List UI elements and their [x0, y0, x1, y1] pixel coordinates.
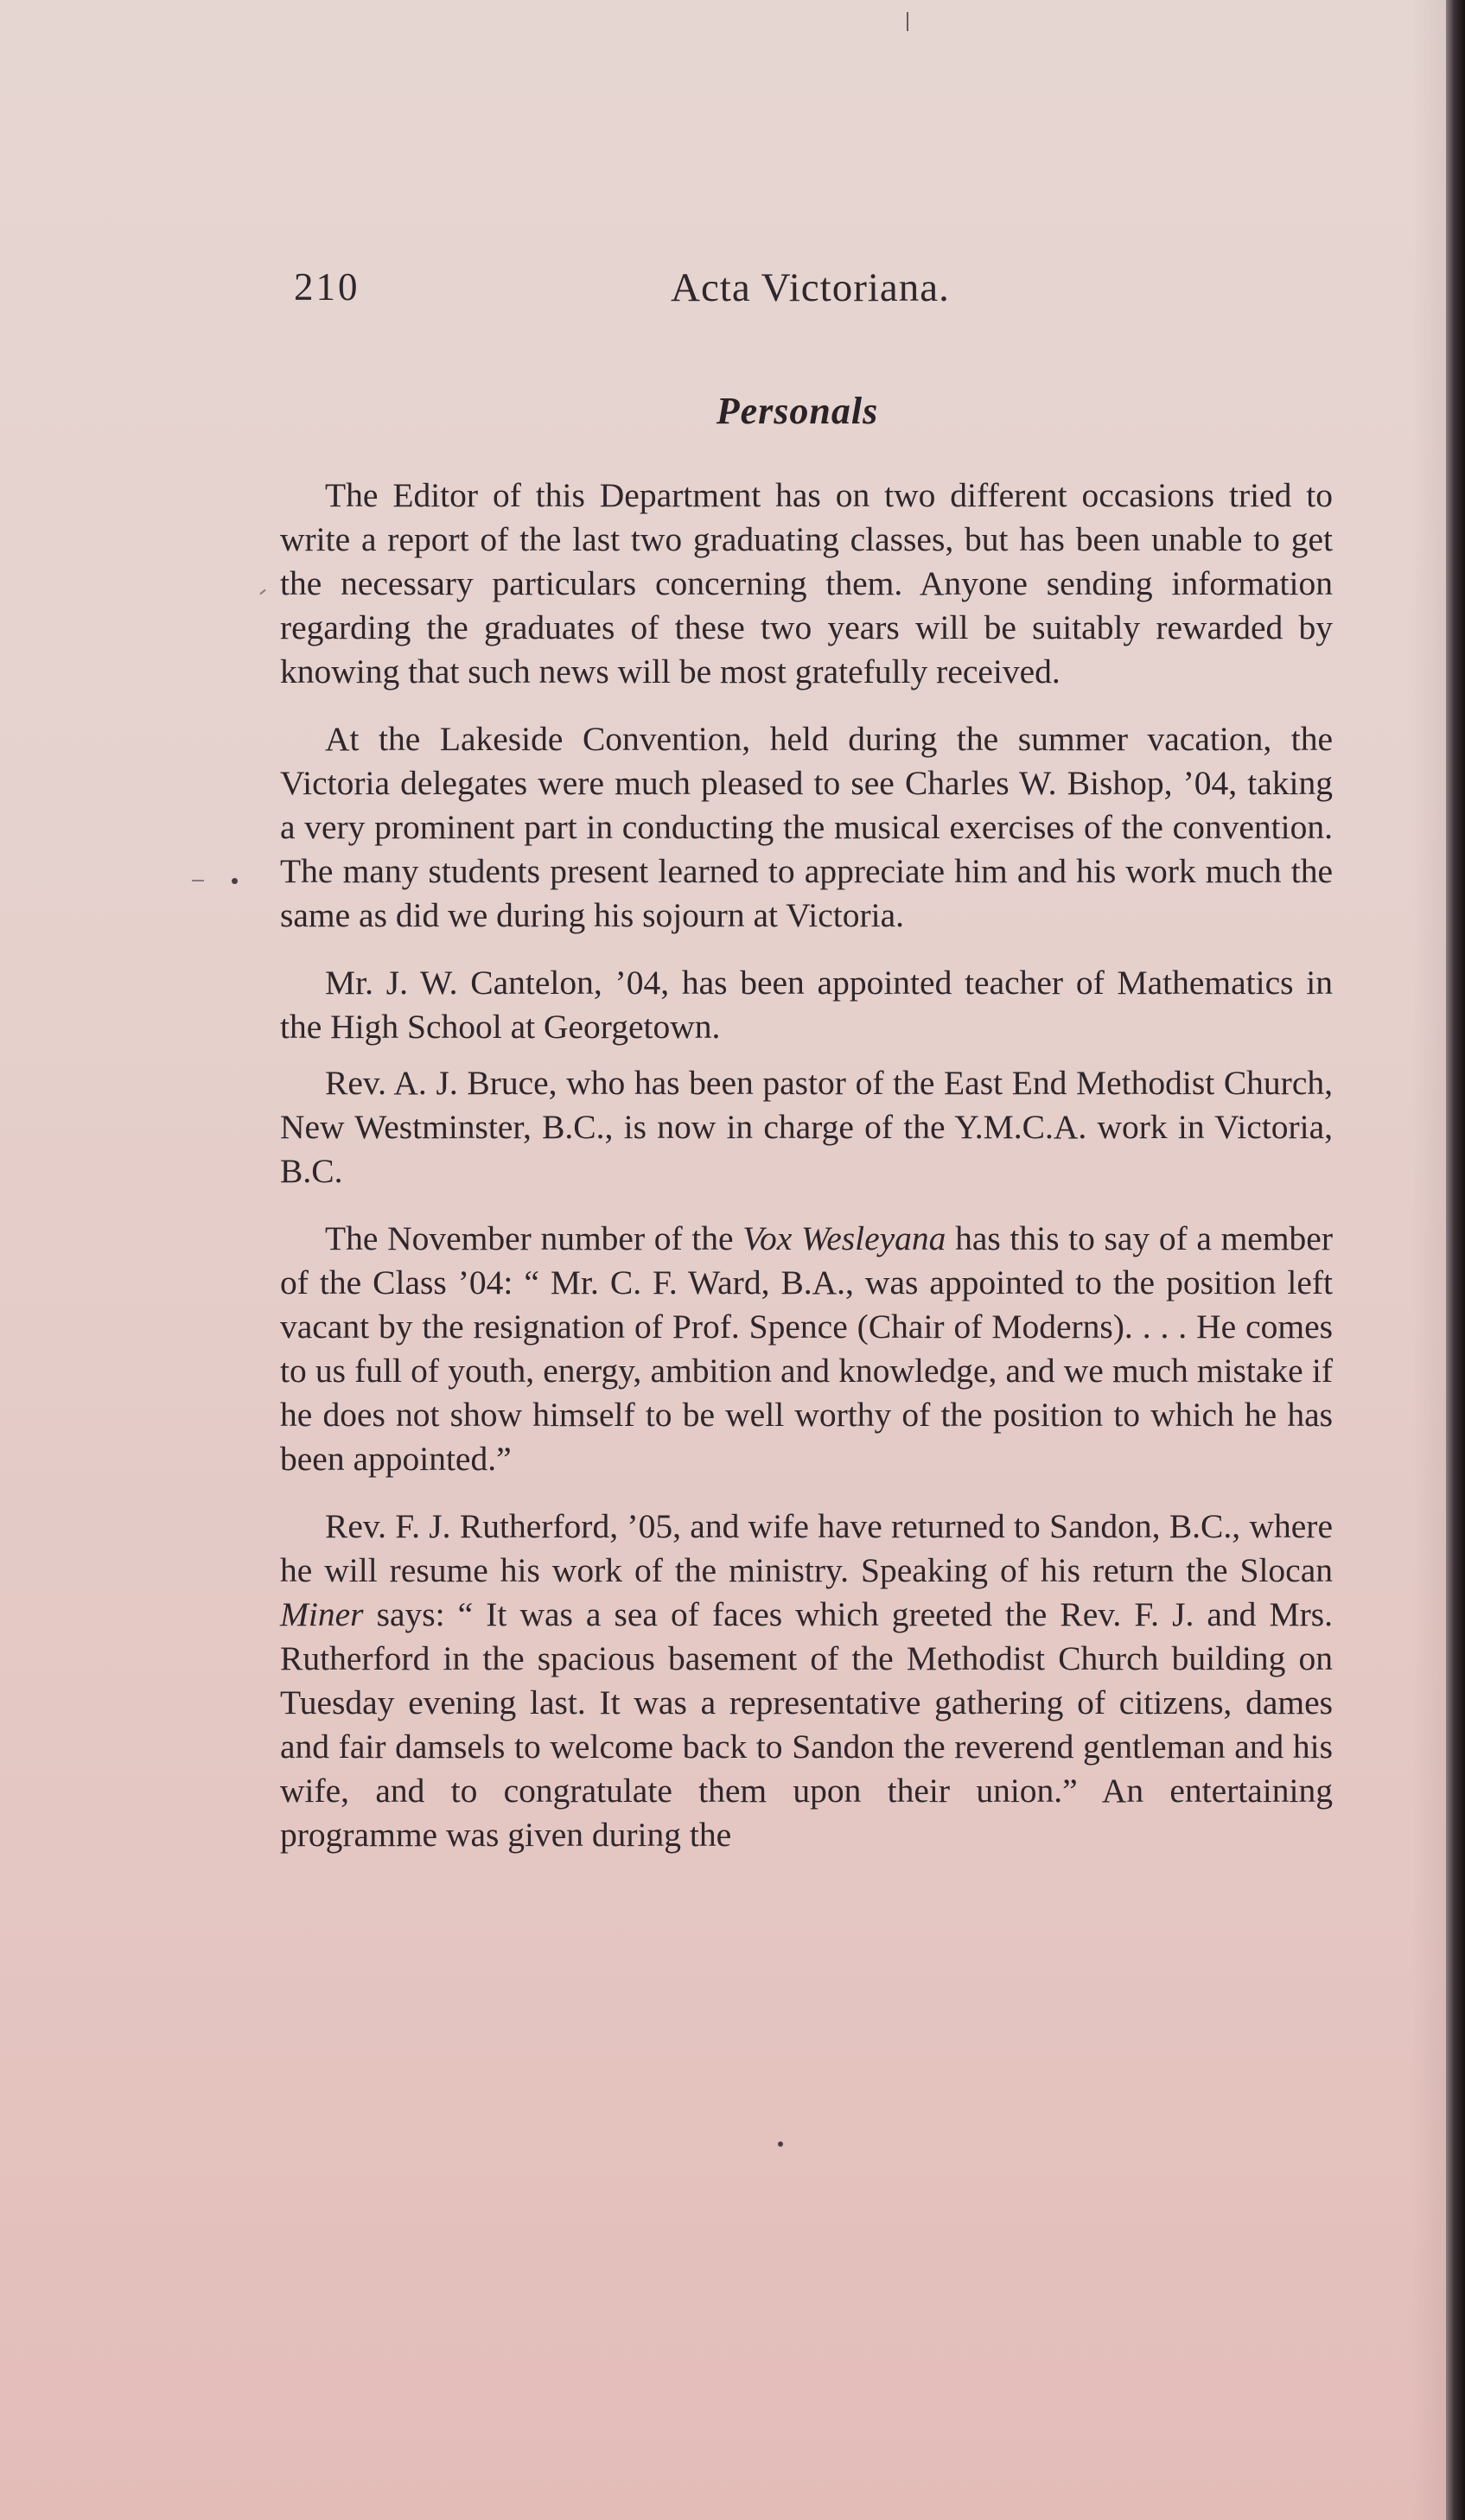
paragraph-text: has this to say of a member of the Class ’04: “ Mr. C. F. Ward, B.A., was appointed to the position left vacant by the resignation of Prof. Spence (Chair of Moderns). . . . He comes to us full of youth, energy, ambition and knowledge, and we much mistake if he does not show himself to be well worthy of the position to which he has been appointed.”: [280, 1219, 1333, 1478]
paragraph-editor-note: The Editor of this Department has on two different occasions tried to write a report of the last two graduating classes, but has been unable to get the necessary particulars concerning them. Anyone sending information regarding the graduates of these two years will be suitably rewarded by knowing that such news will be most gratefully received.: [280, 476, 1333, 690]
page-number: 210: [294, 265, 360, 309]
publication-title: Vox Wesleyana: [742, 1219, 946, 1257]
book-binding-edge: [1446, 0, 1465, 2520]
publication-title: Miner: [280, 1595, 364, 1633]
paragraph-text: says: “ It was a sea of faces which greeted the Rev. F. J. and Mrs. Rutherford in the spacious basement of the Methodist Church building on Tuesday evening last. It was a representative gathering of citizens, dames and fair damsels to welcome back to Sandon the reverend gentleman and his wife, and to congratulate them upon their union.” An entertaining programme was given during the: [280, 1595, 1333, 1854]
paragraph-lakeside-convention: At the Lakeside Convention, held during the summer vacation, the Victoria delegates were much pleased to see Charles W. Bishop, ’04, taking a very prominent part in conducting the musical exercises of the convention. The many students present learned to appreciate him and his work much the same as did we during his sojourn at Victoria.: [280, 720, 1333, 934]
section-title: Personals: [716, 390, 879, 432]
running-head: Acta Victoriana.: [671, 265, 950, 310]
stray-mark: [259, 589, 265, 595]
stray-mark: [192, 880, 204, 881]
stray-mark: [778, 2141, 783, 2147]
scan-mark: [907, 12, 908, 31]
paragraph-text: Rev. F. J. Rutherford, ’05, and wife have returned to Sandon, B.C., where he will resume his work of the ministry. Speaking of his return the Slocan: [280, 1507, 1333, 1589]
article-body: [280, 474, 1333, 1880]
paragraph-cantelon: Mr. J. W. Cantelon, ’04, has been appointed teacher of Mathematics in the High School at Georgetown.: [280, 964, 1333, 1046]
page-shadow: [1411, 0, 1446, 2520]
paragraph-text: The November number of the: [325, 1219, 743, 1257]
paragraph-vox-wesleyana: [280, 1217, 1333, 1481]
stray-mark: [232, 878, 238, 884]
paragraph-rutherford: [280, 1505, 1333, 1857]
paragraph-bruce: Rev. A. J. Bruce, who has been pastor of the East End Methodist Church, New Westminster, B.C., is now in charge of the Y.M.C.A. work in Victoria, B.C.: [280, 1064, 1333, 1190]
